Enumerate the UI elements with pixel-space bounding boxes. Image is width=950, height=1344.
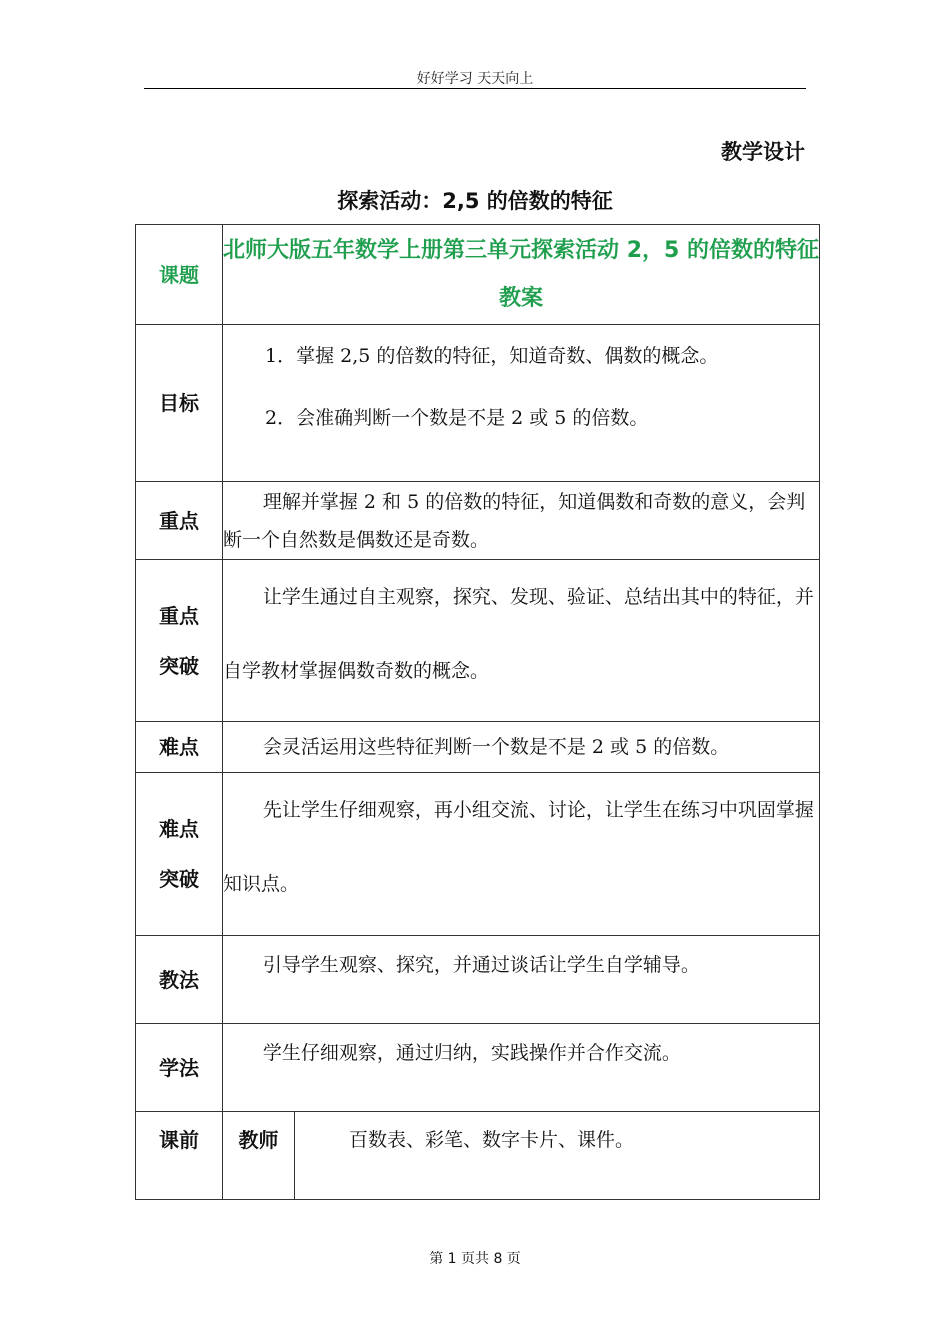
difficulty-label: 难点: [136, 722, 223, 773]
key-breakthrough-label-line2: 突破: [159, 653, 199, 678]
goal-item: 1．掌握 2,5 的倍数的特征，知道奇数、偶数的概念。: [265, 345, 719, 367]
preparation-teacher-label: 教师: [223, 1112, 295, 1200]
header-rule: [144, 88, 806, 89]
table-row-learning-method: [136, 1024, 820, 1112]
difficulty-breakthrough-label-line2: 突破: [159, 867, 199, 891]
table-row-preparation: [136, 1112, 820, 1200]
table-row-difficulty-breakthrough: [136, 773, 820, 936]
topic-value: 北师大版五年数学上册第三单元探索活动 2，5 的倍数的特征教案: [223, 225, 820, 325]
page-footer: 第 1 页共 8 页: [429, 1251, 521, 1267]
difficulty-text: 会灵活运用这些特征判断一个数是不是 2 或 5 的倍数。: [223, 722, 820, 773]
page-header: 好好学习 天天向上: [416, 71, 534, 87]
preparation-teacher-text: 百数表、彩笔、数字卡片、课件。: [295, 1112, 820, 1200]
document-title: 教学设计: [721, 140, 805, 164]
key-breakthrough-label: [136, 560, 223, 722]
learning-method-text: 学生仔细观察，通过归纳，实践操作并合作交流。: [223, 1024, 820, 1112]
preparation-label: 课前: [136, 1112, 223, 1200]
table-row-key-breakthrough: [136, 560, 820, 722]
table-row-key-point: [136, 482, 820, 560]
key-point-text: 理解并掌握 2 和 5 的倍数的特征，知道偶数和奇数的意义，会判断一个自然数是偶数还是奇数。: [223, 482, 820, 560]
table-row-difficulty: [136, 722, 820, 773]
key-breakthrough-label-line1: 重点: [159, 603, 199, 628]
goals-label: 目标: [136, 325, 223, 482]
table-row-goals: [136, 325, 820, 482]
teaching-method-label: 教法: [136, 936, 223, 1024]
difficulty-breakthrough-label: [136, 773, 223, 936]
goal-item: 2．会准确判断一个数是不是 2 或 5 的倍数。: [265, 407, 649, 429]
difficulty-breakthrough-text: 先让学生仔细观察，再小组交流、讨论，让学生在练习中巩固掌握知识点。: [223, 773, 820, 936]
learning-method-label: 学法: [136, 1024, 223, 1112]
document-subtitle: 探索活动：2,5 的倍数的特征: [337, 189, 613, 213]
table-row-teaching-method: [136, 936, 820, 1024]
key-point-label: 重点: [136, 482, 223, 560]
key-breakthrough-text: 让学生通过自主观察，探究、发现、验证、总结出其中的特征，并自学教材掌握偶数奇数的概念。: [223, 560, 820, 722]
lesson-plan-table: [135, 224, 820, 1200]
topic-label: 课题: [136, 225, 223, 325]
difficulty-breakthrough-label-line1: 难点: [159, 817, 199, 841]
teaching-method-text: 引导学生观察、探究，并通过谈话让学生自学辅导。: [223, 936, 820, 1024]
goals-content: [223, 325, 820, 482]
table-row-topic: [136, 225, 820, 325]
